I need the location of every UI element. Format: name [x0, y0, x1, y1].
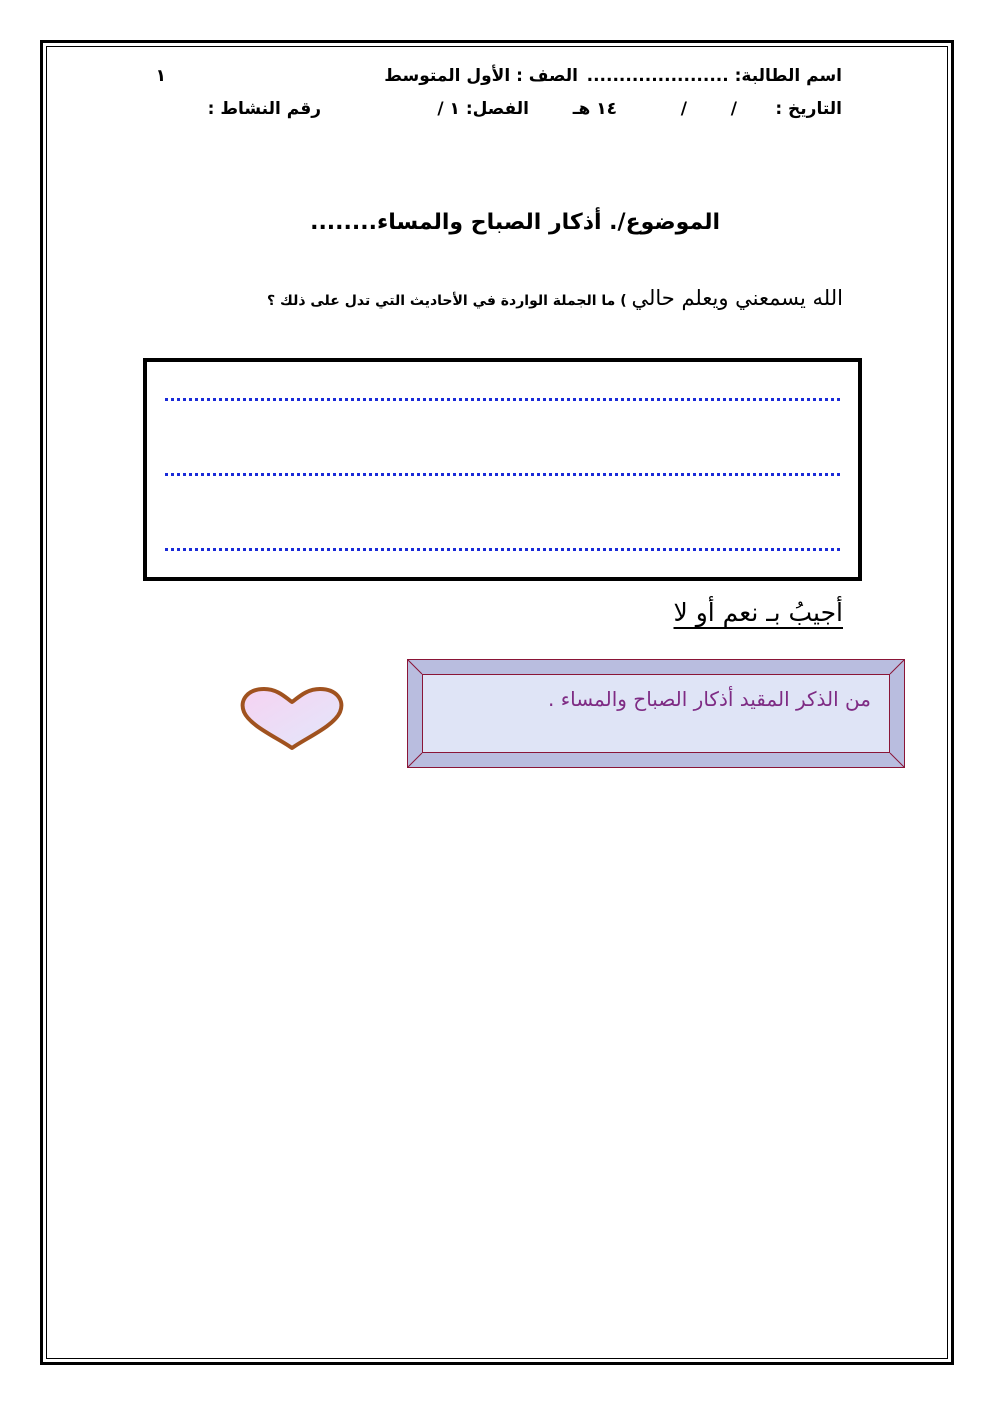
- answer-box[interactable]: [143, 358, 862, 581]
- heart-icon[interactable]: [236, 684, 348, 752]
- question-body: ) ما الجملة الواردة في الأحاديث التي تدل على ذلك ؟: [267, 293, 627, 309]
- semester-label: الفصل: ١ /: [437, 99, 529, 119]
- answer-line[interactable]: [165, 548, 840, 551]
- date-label: التاريخ :: [775, 99, 842, 119]
- statement-box: [407, 659, 905, 768]
- yes-no-heading: أجيبُ بـ نعم أو لا: [673, 598, 843, 627]
- hijri-year: ١٤ هـ: [572, 99, 617, 119]
- question-text: [267, 286, 843, 310]
- date-slash: /: [730, 99, 737, 119]
- activity-number-label: رقم النشاط :: [207, 99, 321, 119]
- answer-line[interactable]: [165, 473, 840, 476]
- answer-line[interactable]: [165, 398, 840, 401]
- class-number: ١: [155, 66, 166, 86]
- date-slash: /: [680, 99, 687, 119]
- grade-label: الصف : الأول المتوسط: [384, 66, 578, 86]
- topic-title: الموضوع/. أذكار الصباح والمساء........: [310, 210, 720, 235]
- statement-box-inner: [422, 674, 890, 753]
- statement-text: من الذكر المقيد أذكار الصباح والمساء .: [548, 687, 871, 711]
- student-name-label: اسم الطالبة: ......................: [586, 66, 842, 86]
- question-highlight: الله يسمعني ويعلم حالي: [631, 286, 843, 310]
